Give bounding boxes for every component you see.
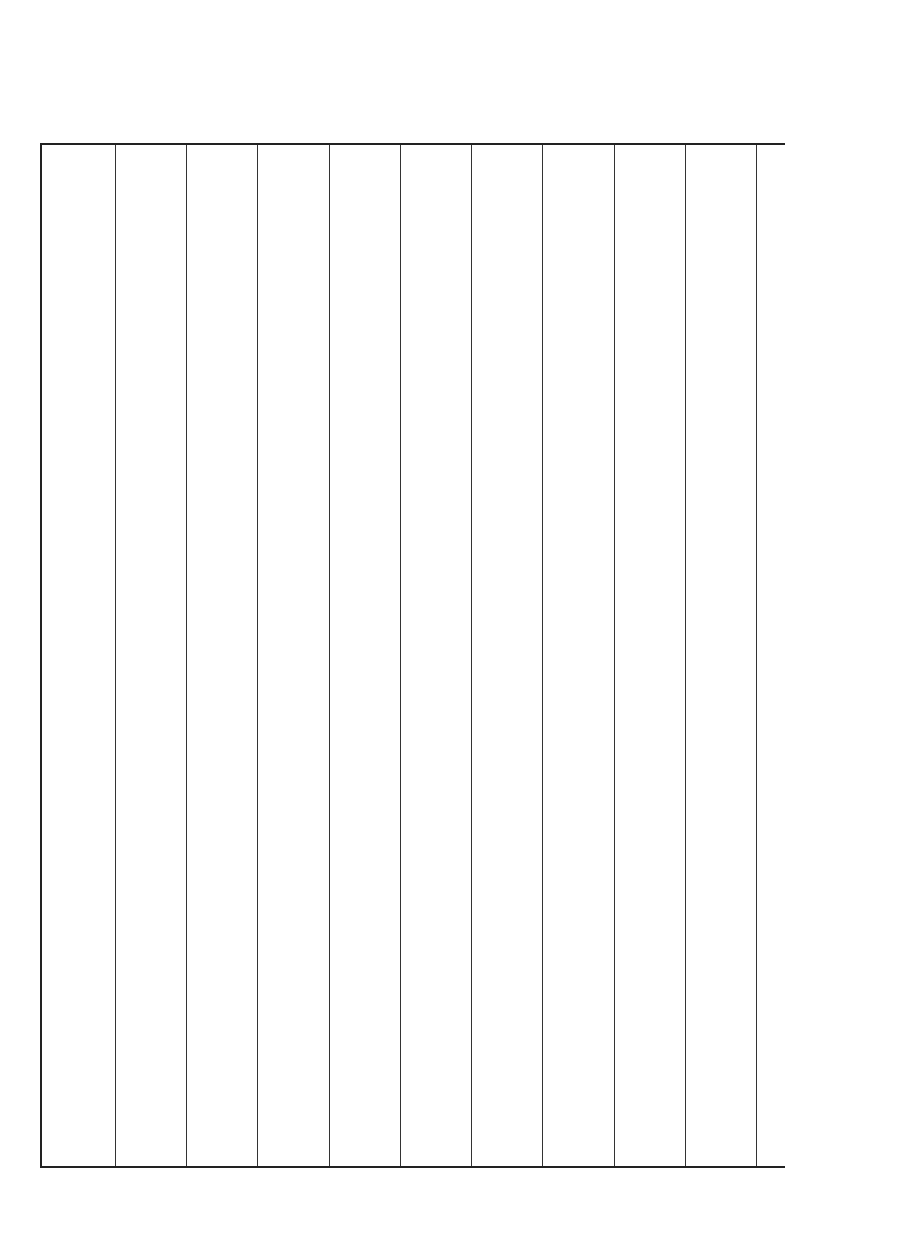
column-rule [257,145,258,1166]
column-rule [400,145,401,1166]
column-rule [115,145,116,1166]
frame-left-border [40,143,42,1168]
column-rule [614,145,615,1166]
column-rule [756,145,757,1166]
frame-top-border [40,143,785,145]
column-rule [471,145,472,1166]
column-rule [685,145,686,1166]
frame-bottom-border [40,1166,785,1168]
column-rule [542,145,543,1166]
column-rule [329,145,330,1166]
column-rule [186,145,187,1166]
